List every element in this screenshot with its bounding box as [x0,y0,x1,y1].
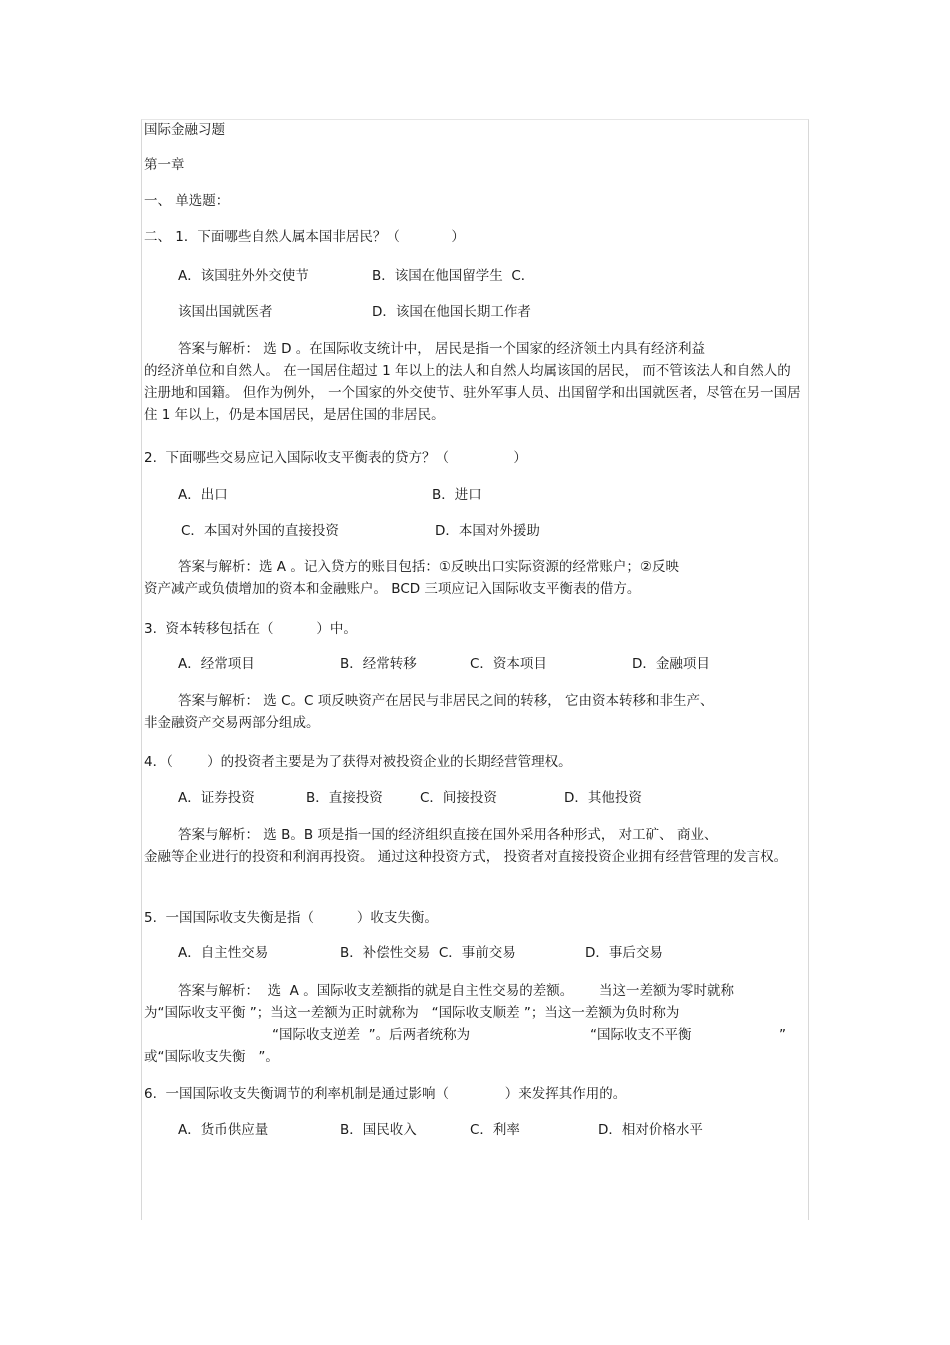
document-title: 国际金融习题 [144,122,225,138]
section-heading: 一、 单选题： [144,193,230,209]
q5-option-d: D．事后交易 [585,945,663,961]
q3-option-a: A．经常项目 [178,656,255,672]
q5-option-a: A．自主性交易 [178,945,269,961]
chapter-heading: 第一章 [144,157,185,173]
q3-option-c: C．资本项目 [470,656,547,672]
q2-explanation-line1: 答案与解析：选 A 。记入贷方的账目包括：①反映出口实际资源的经常账户；②反映 [178,559,680,575]
q3-option-d: D．金融项目 [632,656,710,672]
question-3-stem: 3. 资本转移包括在（ ）中。 [144,621,357,637]
q1-explanation [144,338,804,426]
q2-option-d: D．本国对外援助 [435,523,540,539]
q3-explanation [144,690,804,734]
q6-option-b: B．国民收入 [340,1122,417,1138]
question-6-stem: 6. 一国国际收支失衡调节的利率机制是通过影响（ ）来发挥其作用的。 [144,1086,627,1102]
q2-option-c: C．本国对外国的直接投资 [181,523,339,539]
q5-explanation-line4: 或“国际收支失衡 ”。 [144,1049,279,1065]
q5-explanation-line2: 为“国际收支平衡 ”；当这一差额为正时就称为 “国际收支顺差 ”；当这一差额为负时称为 [144,1005,680,1021]
q2-explanation-rest: 资产减产或负债增加的资本和金融账户。 BCD 三项应记入国际收支平衡表的借方。 [144,581,641,597]
q5-option-b-c: B．补偿性交易 C．事前交易 [340,945,516,961]
question-5-stem: 5. 一国国际收支失衡是指（ ）收支失衡。 [144,910,438,926]
q2-option-a: A．出口 [178,487,228,503]
q3-explanation-line1: 答案与解析： 选 C。C 项反映资产在居民与非居民之间的转移， 它由资本转移和非生产、 [178,693,714,709]
q1-option-c-text: 该国出国就医者 [178,304,273,320]
q6-option-d: D．相对价格水平 [598,1122,703,1138]
q4-explanation [144,824,804,868]
q5-explanation-line1: 答案与解析： 选 A 。国际收支差额指的就是自主性交易的差额。 当这一差额为零时就称 [178,983,734,999]
q4-option-d: D．其他投资 [564,790,642,806]
q1-explanation-line1: 答案与解析： 选 D 。在国际收支统计中， 居民是指一个国家的经济领土内具有经济利益 [178,341,706,357]
q3-explanation-rest: 非金融资产交易两部分组成。 [144,715,320,731]
q6-option-c: C．利率 [470,1122,520,1138]
q4-option-b: B．直接投资 [306,790,383,806]
q3-option-b: B．经常转移 [340,656,417,672]
q1-explanation-rest: 的经济单位和自然人。 在一国居住超过 1 年以上的法人和自然人均属该国的居民， 而不管该法人和自然人的注册地和国籍。 但作为例外， 一个国家的外交使节、驻外军事人员、出国留学和出国就医者，尽管在另一国居住 1 年以上，仍是本国居民，是居住国的非居民。 [144,363,801,423]
q5-explanation-line3-quote: “国际收支不平衡 [590,1027,692,1043]
q1-option-a: A．该国驻外外交使节 [178,268,309,284]
q2-explanation [144,556,804,600]
q5-explanation-line3-close: ” [779,1027,786,1043]
q4-option-a: A．证券投资 [178,790,255,806]
question-4-stem: 4．（ ）的投资者主要是为了获得对被投资企业的长期经营管理权。 [144,754,572,770]
q4-explanation-line1: 答案与解析： 选 B。B 项是指一国的经济组织直接在国外采用各种形式， 对工矿、 商业、 [178,827,718,843]
q2-option-b: B．进口 [432,487,482,503]
question-1-stem: 二、 1．下面哪些自然人属本国非居民？（ ） [144,229,465,245]
q1-option-d: D．该国在他国长期工作者 [372,304,531,320]
q1-option-b-c: B．该国在他国留学生 C． [372,268,535,284]
q5-explanation-line3: “国际收支逆差 ”。后两者统称为 [272,1027,471,1043]
q6-option-a: A．货币供应量 [178,1122,269,1138]
question-2-stem: 2. 下面哪些交易应记入国际收支平衡表的贷方？（ ） [144,450,527,466]
q4-option-c: C．间接投资 [420,790,497,806]
q4-explanation-rest: 金融等企业进行的投资和利润再投资。 通过这种投资方式， 投资者对直接投资企业拥有经营管理的发言权。 [144,849,788,865]
